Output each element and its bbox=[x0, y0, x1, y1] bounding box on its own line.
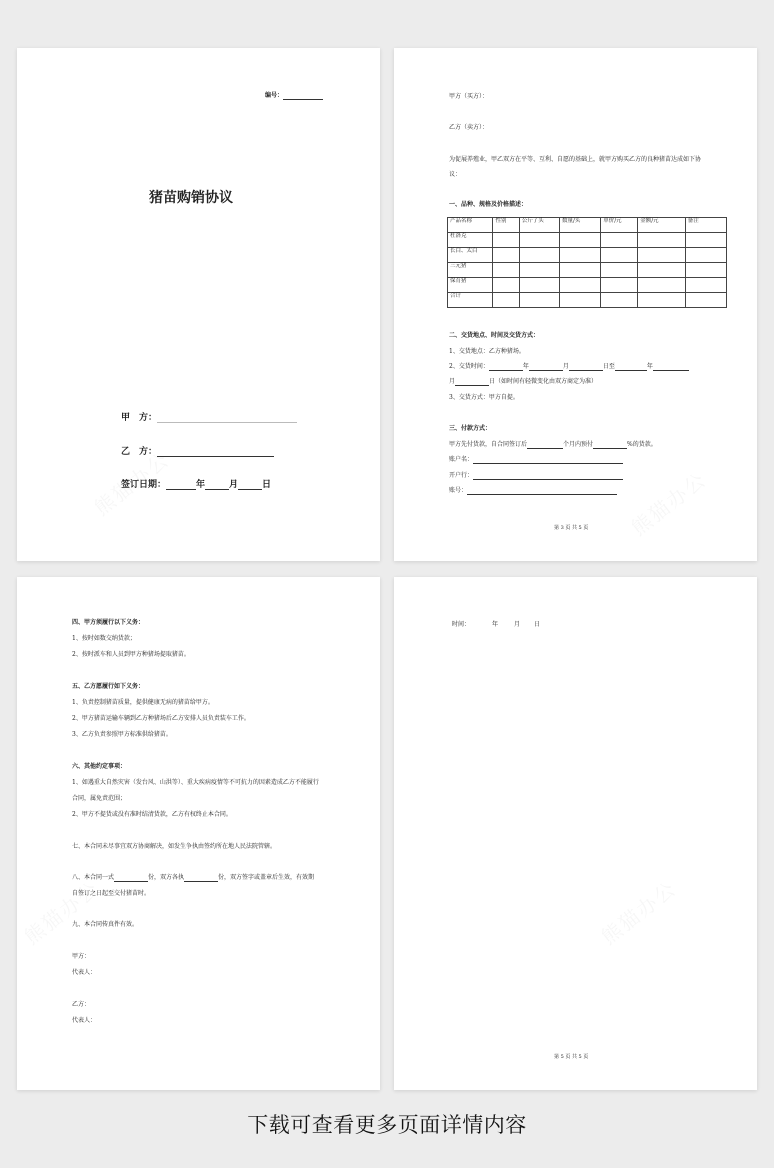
table-row bbox=[448, 263, 727, 278]
month-label: 月 bbox=[229, 480, 239, 490]
sign-date-label: 签订日期： bbox=[121, 480, 167, 490]
bank-line: 开户行： bbox=[449, 472, 623, 480]
table-cell: 三元猪 bbox=[448, 263, 493, 278]
page-number: 第 3 页 共 5 页 bbox=[554, 525, 589, 531]
intro-line-1: 为促展养殖业，甲乙双方在平等、互利、自愿的基础上，就甲方购买乙方的良种猪苗达成如下协 bbox=[449, 156, 702, 163]
table-cell: 长白、太白 bbox=[448, 248, 493, 263]
table-row bbox=[448, 278, 727, 293]
party-b-seller: 乙方（卖方）： bbox=[449, 124, 489, 131]
date-line: 时间： 年 月 日 bbox=[452, 621, 541, 628]
party-a-blank bbox=[157, 415, 297, 423]
table-header-cell: 公斤 / 头 bbox=[519, 218, 559, 233]
table-header-cell: 性别 bbox=[493, 218, 519, 233]
list-item: 3、乙方负责参照甲方标准供给猪苗。 bbox=[72, 731, 172, 738]
list-item: 1、按时如数交纳货款； bbox=[72, 635, 136, 642]
document-title: 猪苗购销协议 bbox=[149, 190, 233, 206]
table-cell: 杜洛克 bbox=[448, 233, 493, 248]
party-a-representative: 代表人： bbox=[72, 969, 97, 976]
party-b-blank bbox=[157, 449, 274, 457]
list-item: 合同，属免责范围； bbox=[72, 795, 127, 802]
section-9-text: 九、本合同传真件有效。 bbox=[72, 921, 139, 928]
list-item: 2、甲方不提货或没有准时结清货款，乙方有权终止本合同。 bbox=[72, 811, 232, 818]
delivery-place: 1、交货地点：乙方种猪场。 bbox=[449, 348, 525, 355]
document-page-3 bbox=[394, 48, 757, 561]
document-page-cover bbox=[17, 48, 380, 561]
document-page-5 bbox=[394, 577, 757, 1090]
watermark bbox=[594, 873, 681, 950]
table-header-cell: 产品名称 bbox=[448, 218, 493, 233]
table-cell: 合计 bbox=[448, 293, 493, 308]
party-b-sign: 乙方： bbox=[72, 1001, 91, 1008]
party-b-label: 乙 方： bbox=[121, 447, 158, 457]
table-header-cell: 单价/元 bbox=[601, 218, 638, 233]
serial-number-label: 编号： bbox=[265, 92, 284, 99]
delivery-time-line: 2、交货时间： 年 月 日至 年 bbox=[449, 363, 689, 371]
product-table bbox=[447, 217, 727, 308]
party-a-sign: 甲方： bbox=[72, 953, 91, 960]
table-header-row bbox=[448, 218, 727, 233]
party-a-label: 甲 方： bbox=[121, 413, 158, 423]
list-item: 2、甲方猪苗运输车辆到乙方种猪场后乙方安排人员负责装车工作。 bbox=[72, 715, 250, 722]
list-item: 2、按时派车和人员到甲方种猪场提取猪苗。 bbox=[72, 651, 190, 658]
party-a-buyer: 甲方（买方）： bbox=[449, 93, 489, 100]
section-8-text: 八、本合同一式 份，双方各执 份，双方签字或盖章后生效，有效期 bbox=[72, 874, 315, 881]
table-cell: 保育猪 bbox=[448, 278, 493, 293]
account-number-line: 账号： bbox=[449, 487, 617, 495]
section-6-heading: 六、其他约定事项： bbox=[72, 763, 127, 770]
list-item: 1、如遇重大自然灾害（发台风、山洪等）、重大疾病疫情等不可抗力的因素造成乙方不能履行 bbox=[72, 779, 319, 786]
table-header-cell: 金额/元 bbox=[638, 218, 686, 233]
serial-number-blank bbox=[283, 92, 323, 100]
section-5-heading: 五、乙方愿履行如下义务： bbox=[72, 683, 145, 690]
intro-line-2: 议： bbox=[449, 171, 462, 178]
table-row bbox=[448, 233, 727, 248]
delivery-method: 3、交货方式：甲方自提。 bbox=[449, 394, 519, 401]
year-label: 年 bbox=[196, 480, 206, 490]
table-header-cell: 备注 bbox=[685, 218, 726, 233]
account-name-line: 账户名： bbox=[449, 456, 623, 464]
section-7-text: 七、本合同未尽事宜双方协商解决，如发生争执由签约所在地人民法院管辖。 bbox=[72, 843, 277, 850]
document-page-4 bbox=[17, 577, 380, 1090]
delivery-time-line-2: 月 日（如时间有轻微变化由双方商定为准） bbox=[449, 378, 598, 385]
party-b-representative: 代表人： bbox=[72, 1017, 97, 1024]
section-8-line-2: 自签订之日起至交付猪苗时。 bbox=[72, 890, 151, 897]
payment-terms: 甲方先付货款，自合同签订后 个月内预付 %的货款。 bbox=[449, 441, 657, 448]
download-caption: 下载可查看更多页面详情内容 bbox=[247, 1113, 527, 1137]
section-3-heading: 三、付款方式： bbox=[449, 425, 492, 432]
table-row bbox=[448, 293, 727, 308]
table-header-cell: 数量/头 bbox=[560, 218, 601, 233]
watermark bbox=[17, 873, 104, 950]
list-item: 1、负责控制猪苗质量，提供健康无病的猪苗给甲方。 bbox=[72, 699, 214, 706]
day-label: 日 bbox=[262, 480, 272, 490]
page-number: 第 5 页 共 5 页 bbox=[554, 1054, 589, 1060]
section-4-heading: 四、甲方须履行以下义务： bbox=[72, 619, 145, 626]
date-label: 时间： bbox=[452, 621, 471, 628]
section-1-heading: 一、品种、规格及价格描述： bbox=[449, 201, 528, 208]
section-2-heading: 二、交货地点、时间及交货方式： bbox=[449, 332, 540, 339]
watermark bbox=[624, 464, 711, 541]
table-row bbox=[448, 248, 727, 263]
